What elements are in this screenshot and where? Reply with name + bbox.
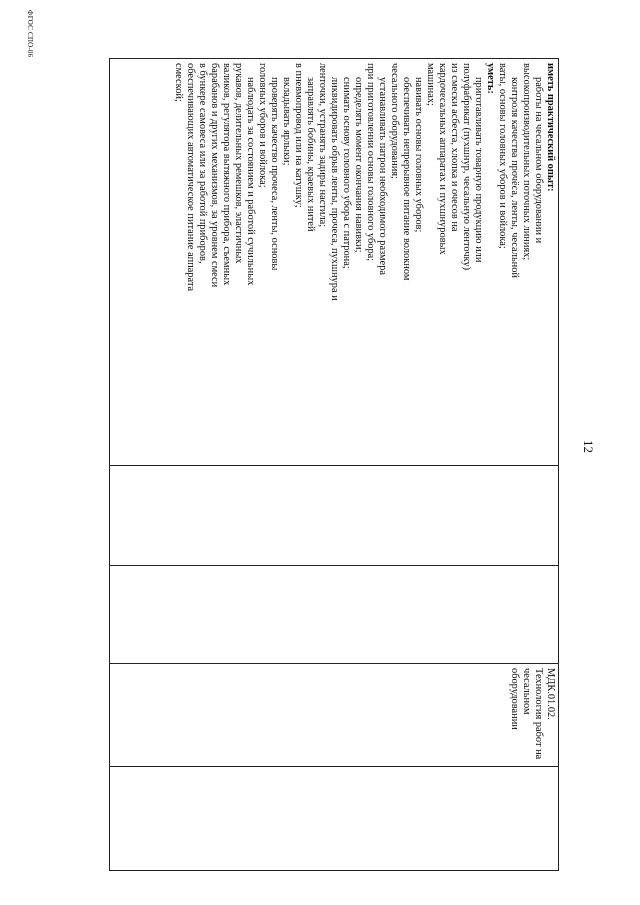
skill-line: из смески асбеста, хлопка и очесов на — [449, 63, 460, 232]
skill-line: барабанов и других механизмов, за уровнем смеси — [209, 63, 220, 288]
skill-line: в пневмопровод или на катушку; — [293, 63, 304, 208]
skill-line: контроля качества прочёса, ленты, чесальной — [509, 77, 520, 278]
skill-line: смеской; — [173, 63, 184, 102]
skill-line: рукавов, делительных ремешков, эластичных — [233, 63, 244, 264]
skill-line: ваты, основы головных уборов и войлока; — [497, 63, 508, 249]
mdk-cell: МДК.01.02. Технология работ на чесальном оборудовании — [110, 664, 559, 767]
skill-line: полуфабрикат (пухшнур, чесальную ленточку) — [461, 63, 472, 271]
skills-cell — [110, 59, 559, 466]
curriculum-table — [109, 58, 559, 871]
skill-line: чесального оборудования; — [389, 63, 400, 179]
skill-line: высокопроизводительных поточных линиях; — [521, 63, 532, 261]
skill-line: определять момент окончания навивки; — [353, 77, 364, 253]
skill-line: вкладывать ярлыки; — [281, 77, 292, 166]
empty-cell — [110, 566, 559, 664]
footer-code: ФГОС СПО-06 — [26, 10, 34, 58]
skill-line: в бункере самовеса или за работой приборов, — [197, 63, 208, 264]
skill-line: кардочесальных аппаратах и пухшнуровых — [437, 63, 448, 255]
skills-list — [172, 63, 556, 461]
skill-line: валиков, регулятора вытяжного прибора, съемных — [221, 63, 232, 286]
skill-line: машинах; — [425, 63, 436, 106]
skill-line: проверять качество прочеса, ленты, основы — [269, 77, 280, 271]
section-heading: иметь практический опыт: — [545, 63, 556, 192]
skill-line: ликвидировать обрыв ленты, прочеса, пухшнура и — [329, 77, 340, 301]
skill-line: работы на чесальном оборудовании и — [533, 77, 544, 244]
skill-line: устанавливать патрон необходимого размера — [377, 77, 388, 276]
skill-line: ленточки, устранять задиры настила; — [317, 63, 328, 228]
section-heading: уметь: — [485, 63, 496, 94]
table-row — [110, 59, 559, 871]
skill-line: снимать основу головного убора с патрона; — [341, 77, 352, 269]
skill-line: заправлять бобины, краевых нитей — [305, 77, 316, 232]
skill-line: обеспечивающих автоматическое питание аппарата — [185, 63, 196, 292]
skill-line: обеспечивать непрерывное питание волокном — [401, 77, 412, 281]
skill-line: навивать основы головных уборов; — [413, 77, 424, 233]
skill-line: при приготовлении основы головного убора; — [365, 63, 376, 262]
empty-cell — [110, 767, 559, 871]
skill-line: наблюдать за состоянием и работой сучильных — [245, 77, 256, 286]
skill-line: головных уборов и войлока; — [257, 63, 268, 188]
skill-line: приготавливать товарную продукцию или — [473, 77, 484, 263]
page-number: 12 — [581, 440, 596, 453]
empty-cell — [110, 466, 559, 566]
